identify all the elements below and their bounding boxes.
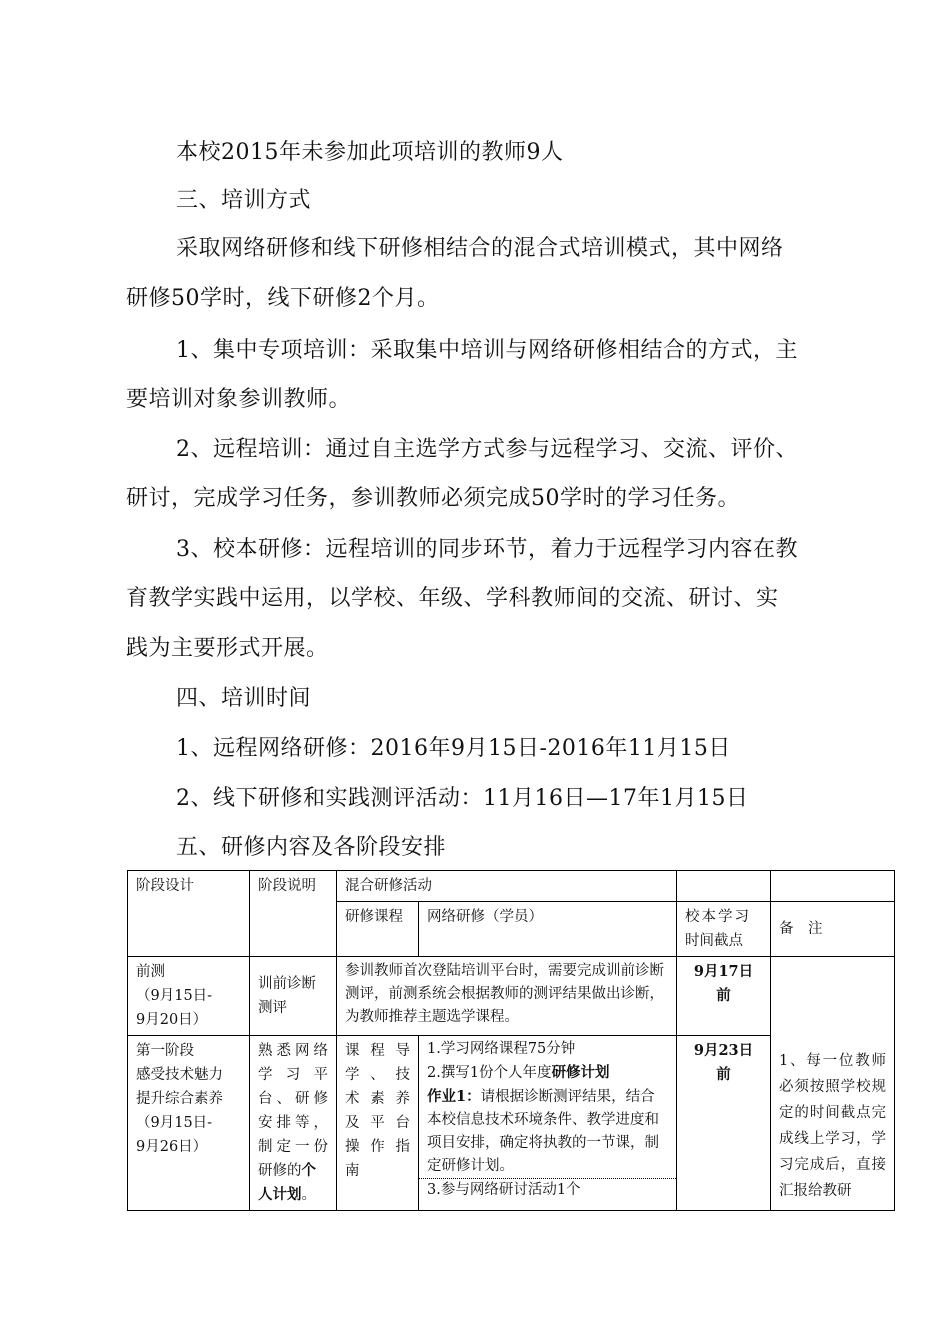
heading-training-method: 三、培训方式 <box>176 188 312 213</box>
header-deadline <box>677 902 771 957</box>
header-deadline-line2: 时间截点 <box>685 933 743 949</box>
row2-desc-line4: 安排等， <box>258 1115 328 1131</box>
paragraph-teacher-count: 本校2015年未参加此项培训的教师9人 <box>176 140 564 165</box>
paragraph-remote-line1: 2、远程培训：通过自主选学方式参与远程学习、交流、评价、 <box>176 437 798 462</box>
header-empty-cell <box>771 871 895 902</box>
row2-course-line2: 学、技 <box>345 1067 410 1083</box>
row2-stage-line2: 感受技术魅力 <box>136 1067 223 1083</box>
row2-desc-line2: 学习平 <box>258 1067 328 1083</box>
row2-item3: 3.参与网络研讨活动1个 <box>419 1178 676 1202</box>
row2-desc-line3: 台、研修 <box>258 1091 328 1107</box>
header-deadline-line1: 校本学习 <box>685 909 751 925</box>
paragraph-offline-period: 2、线下研修和实践测评活动：11月16日—17年1月15日 <box>176 786 749 811</box>
row1-stage <box>128 957 250 1036</box>
paragraph-centralized-line1: 1、集中专项培训：采取集中培训与网络研修相结合的方式，主 <box>176 338 798 363</box>
row2-desc-line7-text: 。 <box>301 1187 316 1203</box>
row2-desc-line5: 制定一份 <box>258 1139 328 1155</box>
row2-desc-line7 <box>258 1183 328 1207</box>
schedule-table <box>127 870 895 1211</box>
row2-deadline-line1: 9月23日 <box>693 1042 754 1059</box>
paragraph-remote-line2: 研讨，完成学习任务，参训教师必须完成50学时的学习任务。 <box>126 486 740 511</box>
row2-desc-line6-text: 研修的 <box>258 1163 302 1179</box>
row2-item2-bold: 研修计划 <box>551 1064 610 1081</box>
row2-homework <box>419 1085 676 1178</box>
row2-item2-text: 2.撰写1份个人年度 <box>427 1065 552 1081</box>
header-online-study: 网络研修（学员） <box>419 902 677 957</box>
row2-desc-line6-bold: 个 <box>301 1162 316 1179</box>
row2-stage-line4: （9月15日- <box>136 1115 213 1131</box>
heading-content-schedule: 五、研修内容及各阶段安排 <box>176 835 447 860</box>
paragraph-mode-line1: 采取网络研修和线下研修相结合的混合式培训模式，其中网络 <box>176 236 784 261</box>
paragraph-mode-line2: 研修50学时，线下研修2个月。 <box>126 286 440 311</box>
row1-stage-line1: 前测 <box>136 964 165 980</box>
row2-deadline-line2: 前 <box>716 1066 731 1083</box>
row1-desc-line2: 测评 <box>258 1000 287 1016</box>
row1-deadline <box>677 957 771 1036</box>
header-mixed-activity: 混合研修活动 <box>337 871 677 902</box>
paragraph-school-line2: 育教学实践中运用，以学校、年级、学科教师间的交流、研讨、实 <box>126 586 779 611</box>
header-empty-cell <box>677 871 771 902</box>
paragraph-centralized-line2: 要培训对象参训教师。 <box>126 387 352 412</box>
row2-course-line1: 课程导 <box>345 1043 410 1059</box>
row2-stage-line5: 9月26日） <box>136 1139 208 1155</box>
row2-desc-line6 <box>258 1159 328 1183</box>
row1-content: 参训教师首次登陆培训平台时，需要完成训前诊断测评，前测系统会根据教师的测评结果做出诊断，为教师推荐主题选学课程。 <box>337 957 677 1036</box>
row2-stage-line3: 提升综合素养 <box>136 1091 223 1107</box>
remarks-cell <box>771 957 895 1211</box>
row2-description <box>250 1036 337 1211</box>
row1-deadline-line1: 9月17日 <box>693 963 754 980</box>
header-stage-design: 阶段设计 <box>128 871 250 957</box>
row2-homework-label: 作业1： <box>427 1088 481 1105</box>
row2-online-study <box>419 1036 677 1211</box>
paragraph-school-line3: 践为主要形式开展。 <box>126 636 329 661</box>
row2-course <box>337 1036 419 1211</box>
row2-stage <box>128 1036 250 1211</box>
header-stage-description: 阶段说明 <box>250 871 337 957</box>
table-header-row-1 <box>128 871 895 902</box>
header-remarks: 备 注 <box>771 902 895 957</box>
header-course: 研修课程 <box>337 902 419 957</box>
row1-description <box>250 957 337 1036</box>
row2-item1: 1.学习网络课程75分钟 <box>427 1041 576 1057</box>
row1-desc-line1: 训前诊断 <box>258 976 316 992</box>
row2-deadline <box>677 1036 771 1211</box>
row2-stage-line1: 第一阶段 <box>136 1043 194 1059</box>
row1-deadline-line2: 前 <box>716 987 731 1004</box>
table-row <box>128 957 895 1036</box>
paragraph-online-period: 1、远程网络研修：2016年9月15日-2016年11月15日 <box>176 736 731 761</box>
row2-desc-line1: 熟悉网络 <box>258 1043 328 1059</box>
row2-item2 <box>419 1061 676 1085</box>
row1-stage-line3: 9月20日） <box>136 1012 208 1028</box>
row2-course-line3: 术素养 <box>345 1091 410 1107</box>
heading-training-time: 四、培训时间 <box>176 686 312 711</box>
row2-desc-line7-bold: 人计划 <box>258 1186 302 1203</box>
row2-course-line4: 及平台 <box>345 1115 410 1131</box>
paragraph-school-line1: 3、校本研修：远程培训的同步环节，着力于远程学习内容在教 <box>176 537 798 562</box>
row1-stage-line2: （9月15日- <box>136 988 213 1004</box>
row2-course-line6: 南 <box>345 1163 360 1179</box>
remarks-text: 1、每一位教师必须按照学校规定的时间截点完成线上学习，学习完成后，直接汇报给教研 <box>779 1053 886 1199</box>
row2-course-line5: 操作指 <box>345 1139 410 1155</box>
row2-homework-text: 请根据诊断测评结果，结合本校信息技术环境条件、教学进度和项目安排，确定将执教的一节课，制定研修计划。 <box>427 1089 659 1174</box>
